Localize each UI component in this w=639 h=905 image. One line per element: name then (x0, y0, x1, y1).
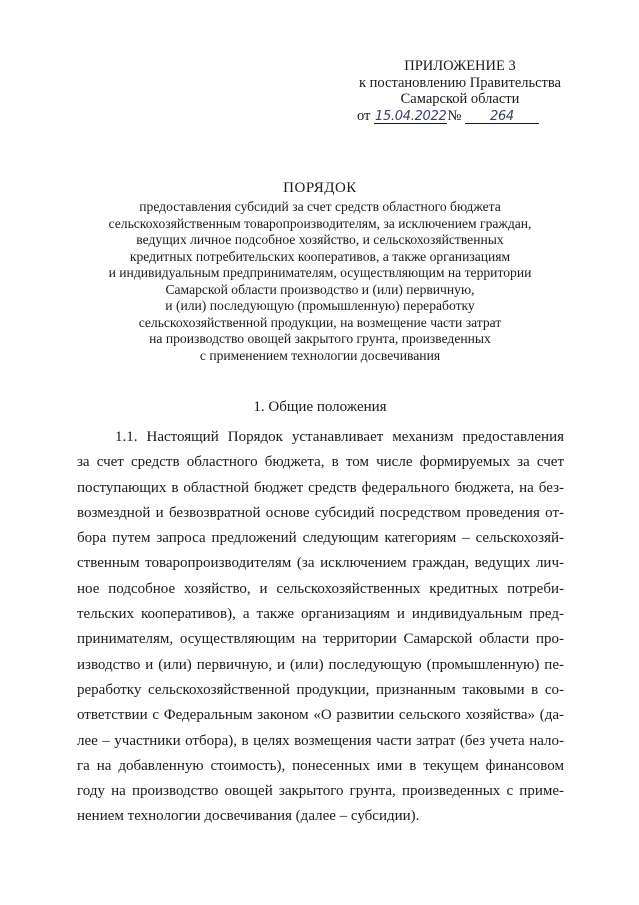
paragraph-line: га на добавленную стоимость), понесенных ими в текущем финансовом (77, 757, 564, 774)
handwritten-number: 264 (465, 110, 539, 124)
paragraph-line: изводство и (или) первичную, и (или) последующую (промышленную) пе- (77, 656, 564, 673)
section-heading: 1. Общие положения (253, 399, 387, 415)
paragraph-line: возмездной и безвозвратной основе субсидий посредством проведения от- (77, 504, 564, 521)
subtitle-line: на производство овощей закрытого грунта, произведенных (149, 331, 491, 346)
paragraph-line: нением технологии досвечивания (далее – субсидии). (77, 808, 420, 825)
paragraph-line: ное подсобное хозяйство, и сельскохозяйственных кредитных потреби- (77, 580, 564, 597)
document-title: ПОРЯДОК (283, 180, 357, 196)
paragraph-line: году на производство овощей закрытого грунта, произведенных с приме- (77, 783, 564, 800)
appendix-date-row (357, 108, 590, 125)
subtitle-line: и индивидуальным предпринимателям, осуществляющим на территории (108, 265, 532, 280)
subtitle-line: сельскохозяйственным товаропроизводителям, за исключением граждан, (108, 215, 532, 231)
appendix-resolution-line: к постановлению Правительства (359, 74, 561, 91)
subtitle-line: предоставления субсидий за счет средств областного бюджета (139, 199, 501, 214)
subtitle-line: ведущих личное подсобное хозяйство, и сельскохозяйственных (136, 232, 504, 247)
date-prefix: от (357, 107, 371, 124)
subtitle-line: Самарской области производство и (или) первичную, (165, 281, 475, 297)
subtitle-line: сельскохозяйственной продукции, на возмещение части затрат (138, 314, 502, 330)
paragraph-line: лее – участники отбора), в целях возмещения части затрат (без учета нало- (77, 732, 564, 749)
paragraph-line: бора путем запроса предложений следующим категориям – сельскохозяй- (77, 530, 564, 547)
number-sign: № (447, 107, 462, 124)
appendix-block (330, 58, 590, 124)
paragraph-line: тельских кооперативов), а также организациям и индивидуальным пред- (77, 606, 564, 623)
document-subtitle (40, 199, 600, 364)
paragraph-line: реработку сельскохозяйственной продукции, признанным таковыми в со- (77, 681, 564, 698)
paragraph-line: ответствии с Федеральным законом «О развитии сельского хозяйства» (да- (77, 707, 564, 724)
subtitle-line: кредитных потребительских кооперативов, а также организациям (129, 248, 511, 264)
paragraph-line: поступающих в областной бюджет средств федерального бюджета, на без- (77, 479, 564, 496)
body-paragraph (77, 425, 564, 830)
paragraph-line: принимателям, осуществляющим на территории Самарской области про- (77, 631, 564, 648)
appendix-region-line: Самарской области (400, 91, 520, 107)
handwritten-date: 15.04.2022 (375, 108, 447, 124)
subtitle-line: и (или) последующую (промышленную) переработку (165, 298, 475, 313)
paragraph-line: 1.1. Настоящий Порядок устанавливает механизм предоставления (115, 429, 564, 445)
paragraph-line: ственным товаропроизводителям (за исключением граждан, ведущих лич- (77, 555, 564, 572)
appendix-title: ПРИЛОЖЕНИЕ 3 (404, 58, 516, 74)
paragraph-line: за счет средств областного бюджета, в том числе формируемых за счет (77, 454, 564, 471)
subtitle-line: с применением технологии досвечивания (199, 347, 441, 363)
